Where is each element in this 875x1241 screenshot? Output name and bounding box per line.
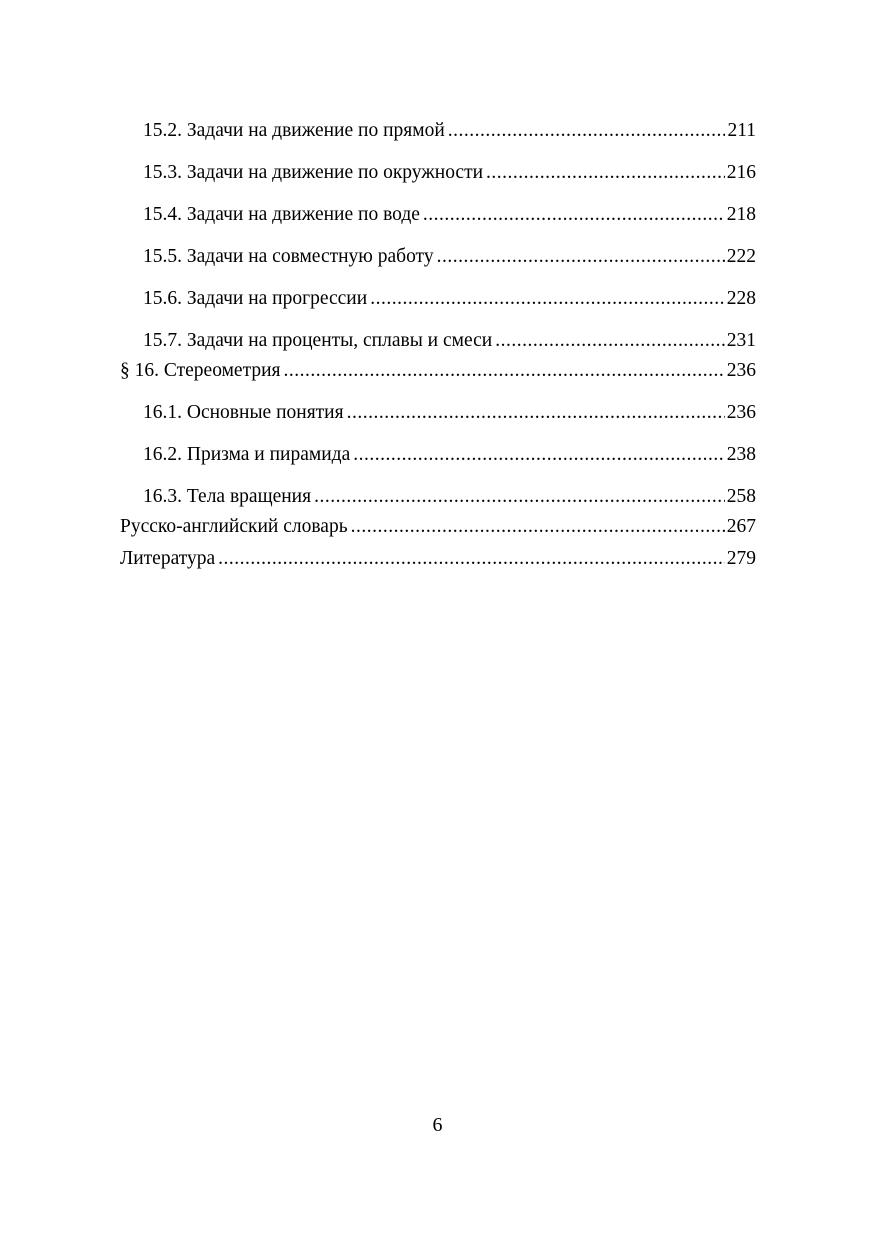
toc-entry-title: 15.6. Задачи на прогрессии bbox=[143, 288, 368, 309]
toc-entry-title: 16.2. Призма и пирамида bbox=[143, 444, 351, 465]
toc-entry-title: 15.2. Задачи на движение по прямой bbox=[143, 120, 445, 141]
toc-entry-page: 267 bbox=[726, 516, 756, 537]
toc-entry-title: Литература bbox=[120, 548, 216, 569]
toc-entry-15-3[interactable] bbox=[120, 158, 756, 188]
toc-dot-leader bbox=[347, 398, 725, 428]
toc-dot-leader bbox=[437, 242, 725, 272]
toc-dot-leader bbox=[370, 284, 725, 314]
toc-entry-page: 238 bbox=[726, 444, 756, 465]
toc-entry-page: 231 bbox=[726, 330, 756, 351]
toc-dot-leader bbox=[314, 482, 725, 512]
toc-entry-15-2[interactable] bbox=[120, 116, 756, 146]
toc-entry-dictionary[interactable] bbox=[120, 512, 756, 542]
toc-entry-title: 15.4. Задачи на движение по воде bbox=[143, 204, 420, 225]
toc-entry-title: 15.5. Задачи на совместную работу bbox=[143, 246, 434, 267]
toc-entry-page: 258 bbox=[726, 486, 756, 507]
toc-entry-page: 222 bbox=[726, 246, 756, 267]
toc-dot-leader bbox=[353, 440, 725, 470]
toc-entry-page: 228 bbox=[726, 288, 756, 309]
toc-entry-15-4[interactable] bbox=[120, 200, 756, 230]
toc-entry-page: 211 bbox=[727, 120, 756, 141]
toc-dot-leader bbox=[486, 158, 725, 188]
table-of-contents bbox=[120, 116, 756, 576]
toc-entry-page: 218 bbox=[726, 204, 756, 225]
toc-entry-page: 216 bbox=[726, 162, 756, 183]
toc-dot-leader bbox=[495, 326, 725, 356]
toc-entry-15-5[interactable] bbox=[120, 242, 756, 272]
toc-entry-title: 16.3. Тела вращения bbox=[143, 486, 312, 507]
toc-entry-section-16[interactable] bbox=[120, 356, 756, 386]
toc-entry-16-2[interactable] bbox=[120, 440, 756, 470]
toc-entry-title: Русско-английский словарь bbox=[120, 516, 348, 537]
toc-entry-page: 236 bbox=[726, 360, 756, 381]
toc-entry-15-7[interactable] bbox=[120, 326, 756, 356]
toc-dot-leader bbox=[351, 512, 725, 542]
toc-entry-literature[interactable] bbox=[120, 544, 756, 574]
toc-entry-15-6[interactable] bbox=[120, 284, 756, 314]
toc-entry-title: 15.7. Задачи на проценты, сплавы и смеси bbox=[143, 330, 493, 351]
toc-dot-leader bbox=[423, 200, 725, 230]
toc-dot-leader bbox=[218, 544, 725, 574]
toc-entry-16-1[interactable] bbox=[120, 398, 756, 428]
toc-entry-page: 279 bbox=[726, 548, 756, 569]
toc-entry-page: 236 bbox=[726, 402, 756, 423]
toc-dot-leader bbox=[448, 116, 726, 146]
toc-entry-title: 16.1. Основные понятия bbox=[143, 402, 344, 423]
toc-entry-title: 15.3. Задачи на движение по окружности bbox=[143, 162, 484, 183]
toc-entry-title: § 16. Стереометрия bbox=[120, 360, 281, 381]
toc-dot-leader bbox=[284, 356, 725, 386]
page-number: 6 bbox=[432, 1114, 443, 1136]
toc-entry-16-3[interactable] bbox=[120, 482, 756, 512]
